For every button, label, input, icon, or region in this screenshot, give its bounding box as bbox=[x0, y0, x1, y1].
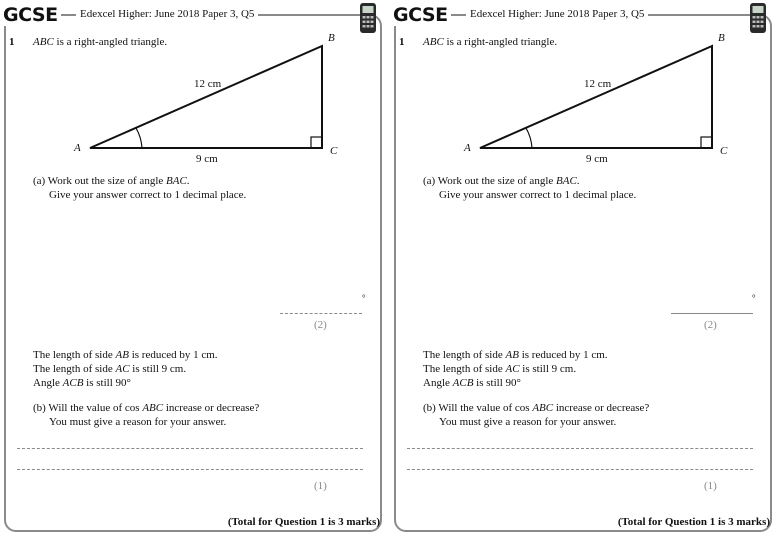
hypotenuse-label: 12 cm bbox=[194, 78, 222, 90]
vertex-label-b: B bbox=[718, 32, 725, 44]
part-b-question: (b) Will the value of cos ABC increase or decrease? You must give a reason for your answer. bbox=[33, 402, 260, 428]
answer-line-b2[interactable] bbox=[407, 469, 753, 470]
vertex-label-a: A bbox=[464, 142, 471, 154]
right-angle-marker bbox=[311, 137, 322, 148]
base-label: 9 cm bbox=[196, 153, 218, 165]
marks-a: (2) bbox=[704, 319, 717, 331]
question-number: 1 bbox=[9, 36, 15, 48]
triangle-shape bbox=[480, 46, 712, 148]
part-a-question: (a) Work out the size of angle BAC. Give your answer correct to 1 decimal place. bbox=[423, 175, 637, 201]
answer-line-b2[interactable] bbox=[17, 469, 363, 470]
total-marks: (Total for Question 1 is 3 marks) bbox=[617, 516, 770, 528]
base-label: 9 cm bbox=[586, 153, 608, 165]
header-title: Edexcel Higher: June 2018 Paper 3, Q5 bbox=[76, 8, 258, 20]
angle-arc bbox=[136, 128, 142, 148]
answer-line-b1[interactable] bbox=[407, 448, 753, 449]
header-title: Edexcel Higher: June 2018 Paper 3, Q5 bbox=[466, 8, 648, 20]
part-a-question: (a) Work out the size of angle BAC. Give your answer correct to 1 decimal place. bbox=[33, 175, 247, 201]
marks-b: (1) bbox=[314, 480, 327, 492]
answer-line-a[interactable] bbox=[671, 313, 753, 314]
gcse-logo: GCSE bbox=[2, 4, 61, 26]
triangle-shape bbox=[90, 46, 322, 148]
vertex-label-b: B bbox=[328, 32, 335, 44]
triangle-diagram bbox=[390, 0, 780, 170]
question-number: 1 bbox=[399, 36, 405, 48]
answer-line-b1[interactable] bbox=[17, 448, 363, 449]
vertex-label-c: C bbox=[720, 145, 728, 157]
part-b-question: (b) Will the value of cos ABC increase or decrease? You must give a reason for your answer. bbox=[423, 402, 650, 428]
vertex-label-a: A bbox=[74, 142, 81, 154]
marks-a: (2) bbox=[314, 319, 327, 331]
right-angle-marker bbox=[701, 137, 712, 148]
angle-arc bbox=[526, 128, 532, 148]
marks-b: (1) bbox=[704, 480, 717, 492]
vertex-label-c: C bbox=[330, 145, 338, 157]
total-marks: (Total for Question 1 is 3 marks) bbox=[227, 516, 380, 528]
worksheet-panel-right bbox=[390, 0, 780, 540]
degree-unit: ° bbox=[752, 293, 756, 303]
info-text: The length of side AB is reduced by 1 cm. The length of side AC is still 9 cm. Angle ACB is still 90° bbox=[423, 349, 608, 389]
question-stem: ABC is a right-angled triangle. bbox=[33, 36, 168, 48]
question-stem: ABC is a right-angled triangle. bbox=[423, 36, 558, 48]
gcse-logo: GCSE bbox=[392, 4, 451, 26]
answer-line-a[interactable] bbox=[280, 313, 362, 314]
info-text: The length of side AB is reduced by 1 cm. The length of side AC is still 9 cm. Angle ACB is still 90° bbox=[33, 349, 218, 389]
degree-unit: ° bbox=[362, 293, 366, 303]
hypotenuse-label: 12 cm bbox=[584, 78, 612, 90]
triangle-diagram bbox=[0, 0, 390, 170]
